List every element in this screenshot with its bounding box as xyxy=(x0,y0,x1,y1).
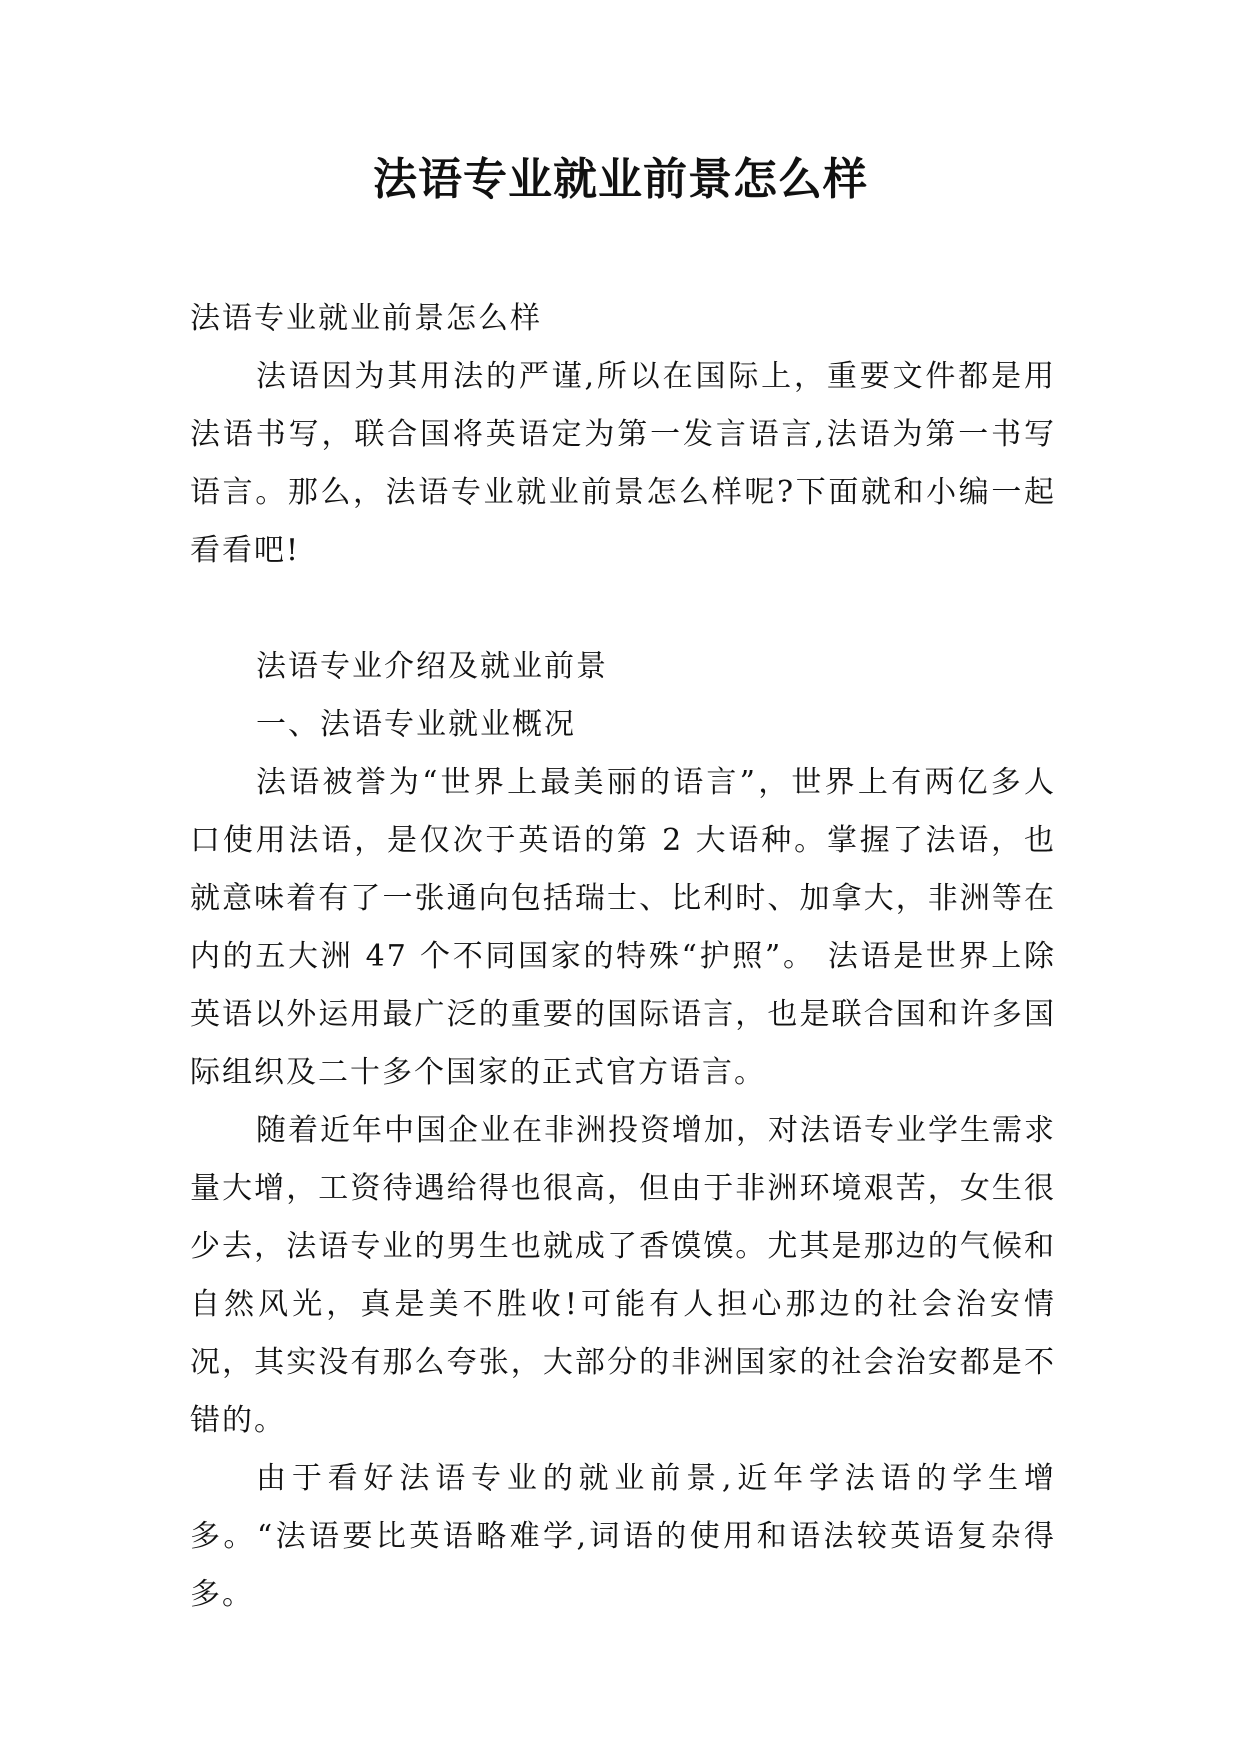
intro-paragraph: 法语因为其用法的严谨,所以在国际上，重要文件都是用法语书写，联合国将英语定为第一发言语言,法语为第一书写语言。那么，法语专业就业前景怎么样呢?下面就和小编一起看看吧! xyxy=(190,359,1056,568)
subsection-heading: 一、法语专业就业概况 xyxy=(256,707,576,742)
paragraph-spacer xyxy=(190,580,1056,638)
section-heading: 法语专业介绍及就业前景 xyxy=(256,649,608,684)
body-paragraph-2: 随着近年中国企业在非洲投资增加，对法语专业学生需求量大增，工资待遇给得也很高，但由于非洲环境艰苦，女生很少去，法语专业的男生也就成了香馍馍。尤其是那边的气候和自然风光，真是美不胜收!可能有人担心那边的社会治安情况，其实没有那么夸张，大部分的非洲国家的社会治安都是不错的。 xyxy=(190,1113,1056,1438)
subtitle-line: 法语专业就业前景怎么样 xyxy=(190,301,542,336)
document-body xyxy=(190,290,1056,1624)
document-title: 法语专业就业前景怎么样 xyxy=(373,154,868,205)
body-paragraph-3: 由于看好法语专业的就业前景,近年学法语的学生增多。“法语要比英语略难学,词语的使用和语法较英语复杂得多。 xyxy=(190,1461,1056,1612)
body-paragraph-1: 法语被誉为“世界上最美丽的语言”，世界上有两亿多人口使用法语，是仅次于英语的第 2 大语种。掌握了法语，也就意味着有了一张通向包括瑞士、比利时、加拿大，非洲等在内的五大洲 47 个不同国家的特殊“护照”。 法语是世界上除英语以外运用最广泛的重要的国际语言，也是联合国和许多国际组织及二十多个国家的正式官方语言。 xyxy=(190,765,1056,1090)
